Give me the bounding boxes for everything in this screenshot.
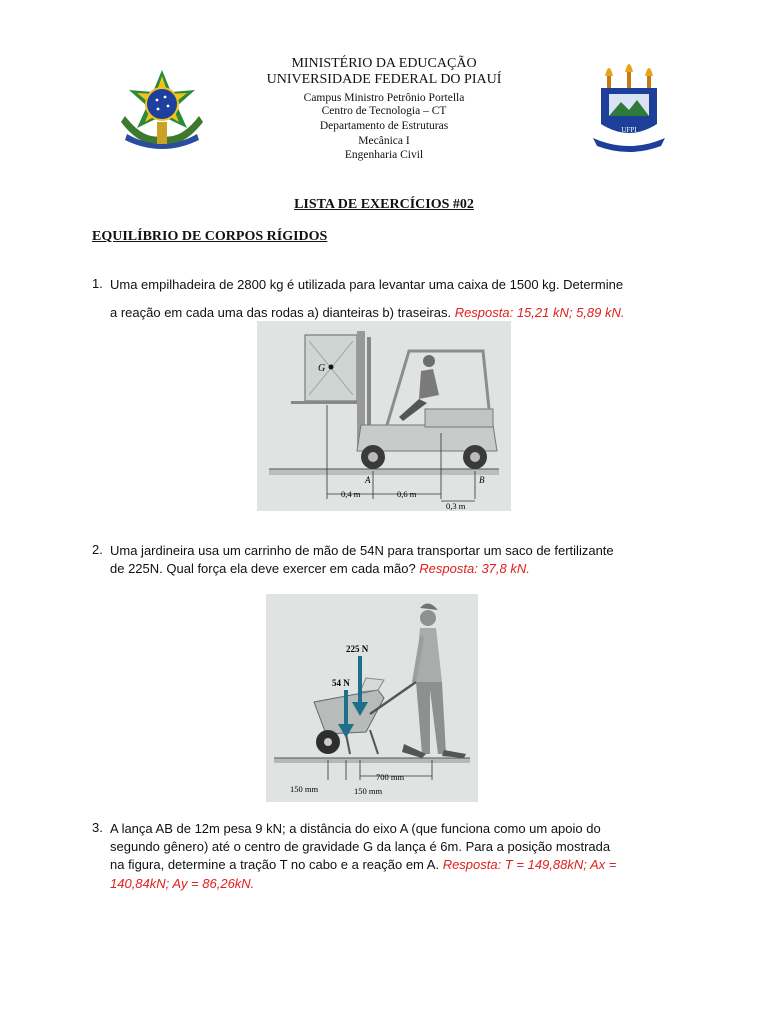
question-2-line-1: Uma jardineira usa um carrinho de mão de 54N para transportar um saco de fertilizante [110, 543, 614, 558]
question-3-line-3 [110, 856, 687, 874]
forklift-dim-2: 0,6 m [397, 489, 417, 499]
wheelbarrow-dim-700: 700 mm [376, 772, 405, 782]
ufpi-logo-text: UFPI [621, 126, 637, 134]
header-university: UNIVERSIDADE FEDERAL DO PIAUÍ [266, 72, 502, 87]
question-1-answer: Resposta: 15,21 kN; 5,89 kN. [454, 305, 625, 320]
forklift-label-b: B [479, 475, 485, 485]
header-program: Engenharia Civil [344, 149, 424, 161]
question-2-number: 2. [92, 542, 103, 557]
question-2-text: de 225N. Qual força ela deve exercer em cada mão? [110, 561, 416, 576]
forklift-dim-3: 0,3 m [446, 501, 466, 511]
ufpi-emblem-icon [591, 58, 667, 154]
header-center: Centro de Tecnologia – CT [321, 105, 447, 117]
question-3-number: 3. [92, 820, 103, 835]
question-2-line-2 [110, 560, 530, 578]
question-1-text: a reação em cada uma das rodas a) dianteiras b) traseiras. [110, 305, 452, 320]
wheelbarrow-dim-150-right: 150 mm [354, 786, 383, 796]
question-1-number: 1. [92, 276, 103, 291]
question-3-answer-b: 140,84kN; Ay = 86,26kN. [110, 875, 255, 891]
question-3-line-3-text: na figura, determine a tração T no cabo e a reação em A. [110, 857, 440, 873]
header-campus: Campus Ministro Petrônio Portella [303, 92, 465, 104]
section-heading: EQUILÍBRIO DE CORPOS RÍGIDOS [92, 229, 328, 244]
question-2-answer: Resposta: 37,8 kN. [419, 561, 530, 576]
wheelbarrow-figure [266, 594, 478, 802]
wheelbarrow-force-bag: 225 N [346, 644, 369, 654]
page-title: LISTA DE EXERCÍCIOS #02 [294, 197, 474, 212]
header-department: Departamento de Estruturas [319, 120, 449, 132]
question-3-answer-a: Resposta: T = 149,88kN; Ax = [442, 857, 617, 873]
question-1-line-1: Uma empilhadeira de 2800 kg é utilizada para levantar uma caixa de 1500 kg. Determine [110, 277, 624, 292]
question-3-line-1: A lança AB de 12m pesa 9 kN; a distância do eixo A (que funciona como um apoio do [110, 821, 601, 836]
question-1-line-2 [110, 304, 625, 322]
forklift-figure [257, 321, 511, 511]
question-3-line-2: segundo gênero) até o centro de gravidade G da lança é 6m. Para a posição mostrada [110, 839, 611, 855]
wheelbarrow-dim-150-left: 150 mm [290, 784, 319, 794]
forklift-dim-1: 0,4 m [341, 489, 361, 499]
header-course: Mecânica I [358, 135, 410, 147]
question-3-text [110, 820, 687, 893]
forklift-label-g: G [318, 363, 326, 374]
forklift-label-a: A [365, 475, 371, 485]
wheelbarrow-force-cart: 54 N [332, 678, 350, 688]
header-ministry: MINISTÉRIO DA EDUCAÇÃO [291, 56, 477, 71]
